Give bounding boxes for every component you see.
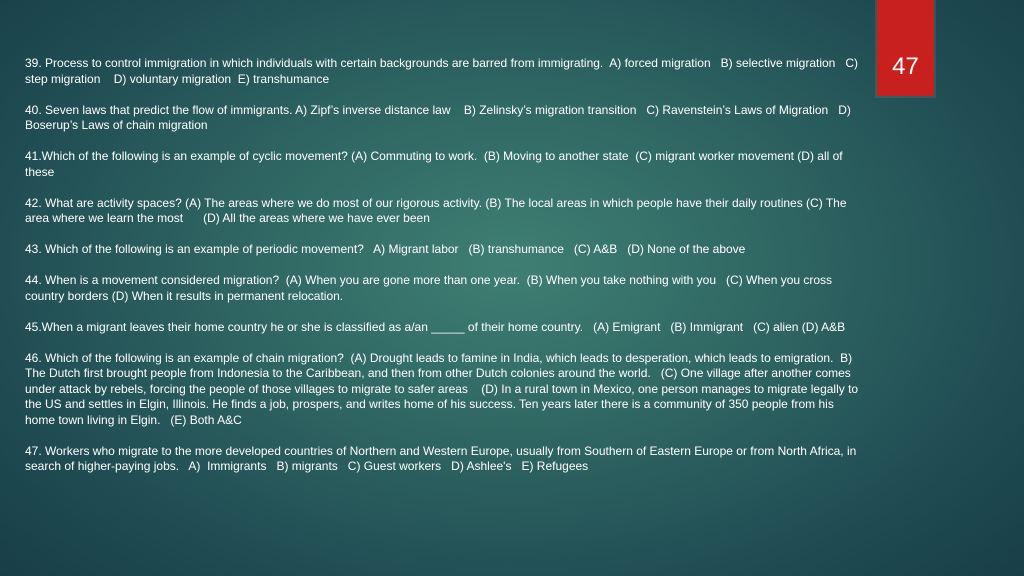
question-44: 44. When is a movement considered migration? (A) When you are gone more than one year. (B) When you take nothing with you (C) When you cross country borders (D) When it results in permanent relocation. bbox=[25, 273, 836, 303]
question-39: 39. Process to control immigration in which individuals with certain backgrounds are barred from immigrating. A) forced migration B) selective migration C) step migration D) voluntary migration E) transhumance bbox=[25, 56, 862, 86]
question-46: 46. Which of the following is an example of chain migration? (A) Drought leads to famine in India, which leads to desperation, which leads to emigration. B) The Dutch first brought people from Indonesia to the Caribbean, and then from other Dutch colonies around the world. (C) One village after another comes under attack by rebels, forcing the people of those villages to migrate to safer areas (D) In a rural town in Mexico, one person manages to migrate legally to the US and settles in Elgin, Illinois. He finds a job, prospers, and writes home of his success. Ten years later there is a community of 350 people from his home town living in Elgin. (E) Both A&C bbox=[25, 350, 862, 427]
question-47: 47. Workers who migrate to the more developed countries of Northern and Western Europe, usually from Southern of Eastern Europe or from North Africa, in search of higher-paying jobs. A) Immigrants B) migrants C) Guest workers D) Ashlee's E) Refugees bbox=[25, 443, 860, 473]
page-number: 47 bbox=[892, 53, 919, 80]
question-43: 43. Which of the following is an example of periodic movement? A) Migrant labor (B) transhumance (C) A&B (D) None of the above bbox=[25, 242, 746, 256]
question-41: 41.Which of the following is an example of cyclic movement? (A) Commuting to work. (B) Moving to another state (C) migrant worker movement (D) all of these bbox=[25, 149, 846, 179]
question-42: 42. What are activity spaces? (A) The areas where we do most of our rigorous activity. (B) The local areas in which people have their daily routines (C) The area where we learn the most (D) All the areas where we have ever been bbox=[25, 195, 850, 225]
question-list bbox=[25, 56, 860, 490]
question-45: 45.When a migrant leaves their home country he or she is classified as a/an _____ of their home country. (A) Emigrant (B) Immigrant (C) alien (D) A&B bbox=[25, 319, 846, 334]
page-number-badge bbox=[877, 0, 934, 96]
question-40: 40. Seven laws that predict the flow of immigrants. A) Zipf’s inverse distance law B) Zelinsky’s migration transition C) Ravenstein’s Laws of Migration D) Boserup’s Laws of chain migration bbox=[25, 102, 855, 132]
